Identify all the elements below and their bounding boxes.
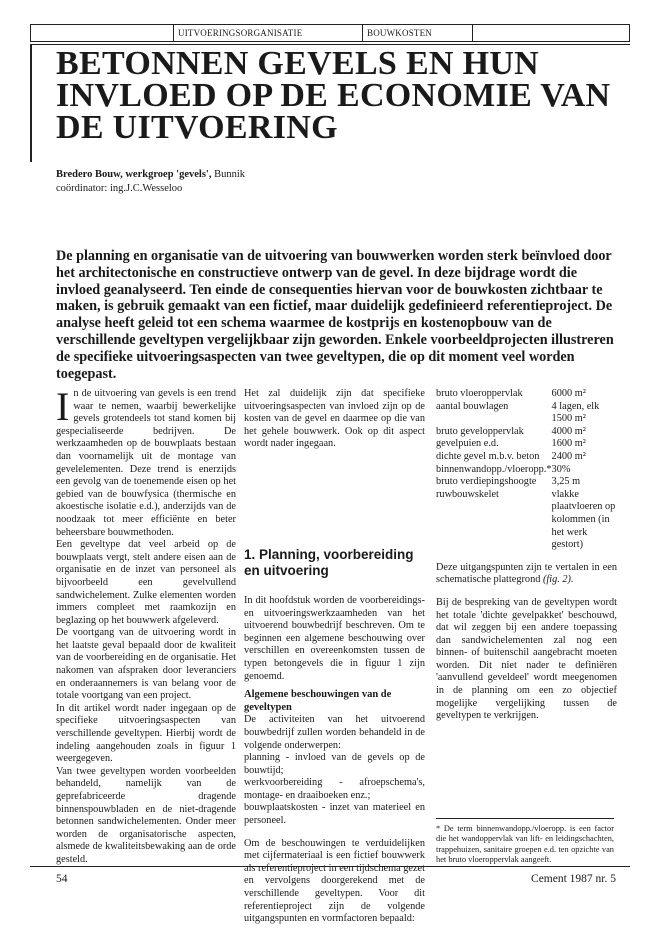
spec-row xyxy=(436,388,617,401)
paragraph: Bij de bespreking van de geveltypen wordt het totale 'dichte gevelpakket' beschouwd, dat wil zeggen bij een andere toepassing dan sandwichelementen zal nog een binnen- of buitenschil aangebracht moeten worden. Dit niet nader te definiëren 'aanvullend geveldeel' wordt meegenomen in de planning om een zo objectief mogelijke vergelijking tussen de geveltypen te verkrijgen. xyxy=(436,596,617,722)
reference-project-specs xyxy=(436,388,617,552)
text-column-2 xyxy=(244,388,425,926)
running-header xyxy=(30,24,630,42)
paragraph: Van twee geveltypen worden voorbeelden behandeld, namelijk van de geprefabriceerde dragende binnenspouwbladen en de niet-dragende betonnen sandwichelementen. Onder meer worden de organisatorische aspecten, alsmede de kwaliteitsbewaking aan de orde gesteld. xyxy=(56,765,236,865)
header-category-label: BOUWKOSTEN xyxy=(363,25,473,41)
paragraph: De activiteiten van het uitvoerend bouwbedrijf zullen worden behandeld in de volgende onderwerpen: xyxy=(244,714,425,751)
spec-value: 3,25 m xyxy=(551,476,581,488)
section-heading: 1. Planning, voorbereiding en uitvoering xyxy=(244,546,414,578)
article-title: BETONNEN GEVELS EN HUN INVLOED OP DE ECONOMIE VAN DE UITVOERING xyxy=(56,45,611,146)
paragraph: Om de beschouwingen te verduidelijken met cijfermateriaal is een fictief bouwwerk als referentieproject in een tijdschema gezet en vervolgens doorgerekend met de verschillende geveltypen. Voor dit referentieproject zijn de volgende uitgangspunten en vormfactoren bepaald: xyxy=(244,837,425,925)
spec-value: 1600 m² xyxy=(551,438,586,450)
spec-value: 6000 m² xyxy=(551,388,586,399)
footnote: * De term binnenwandopp./vloeropp. is een factor die het wandoppervlak van lift- en leidingschachten, trappehuizen, sanitaire groepen e.d. ten opzichte van het bruto vloeroppervlak aangeeft. xyxy=(436,824,614,864)
spec-row xyxy=(436,451,617,464)
journal-issue: Cement 1987 nr. 5 xyxy=(531,873,616,885)
text-column-1 xyxy=(56,384,236,867)
spec-row xyxy=(436,464,617,477)
footer-rule xyxy=(30,866,630,867)
spec-key: bruto verdiepingshoogte xyxy=(436,476,537,488)
spec-key: gevelpuien e.d. xyxy=(436,438,499,450)
author-place: Bunnik xyxy=(211,169,245,180)
spec-value: 2400 m² xyxy=(551,450,586,462)
spec-value: 30% xyxy=(551,463,571,475)
spec-value: 4000 m² xyxy=(551,425,586,437)
subheading: Algemene beschouwingen van de geveltypen xyxy=(244,689,392,713)
figure-reference: (fig. 2). xyxy=(542,574,574,586)
spec-value: vlakke plaatvloeren op kolommen (in het werk gestort) xyxy=(551,488,616,551)
header-section-label: UITVOERINGSORGANISATIE xyxy=(173,25,363,41)
author-block xyxy=(56,168,245,196)
spec-key: binnenwandopp./vloeropp.* xyxy=(436,463,552,475)
spec-row xyxy=(436,489,617,552)
spec-row xyxy=(436,401,617,426)
spec-value: 4 lagen, elk 1500 m² xyxy=(551,400,600,425)
spec-key: ruwbouwskelet xyxy=(436,488,499,500)
list-item: bouwplaatskosten - inzet van materieel en personeel. xyxy=(244,802,425,827)
spec-row xyxy=(436,438,617,451)
title-side-rule xyxy=(30,44,32,162)
drop-cap: I xyxy=(56,384,70,429)
paragraph: n de uitvoering van gevels is een trend waar te nemen, waarbij bewerkelijke gevels grotendeels tot stand komen bij gespecialiseerde bedrijven. De werkzaamheden op de bouwplaats bestaan dan voornamelijk uit de montage van gevelelementen. Deze trend is enerzijds een gevolg van de toenemende eisen op het gebied van de bouwfysica (thermische en akoestische isolatie e.d.), anderzijds van de noodzaak tot meer efficiënte en beter beheersbare bouwmethoden. xyxy=(56,388,236,538)
spec-key: dichte gevel m.b.v. beton xyxy=(436,450,540,462)
spec-key: bruto geveloppervlak xyxy=(436,425,524,437)
article-lead: De planning en organisatie van de uitvoering van bouwwerken worden sterk beïnvloed door het architectonische en constructieve ontwerp van de gevel. In deze bijdrage wordt die invloed geanalyseerd. Ten einde de consequenties hiervan voor de bouwkosten zichtbaar te maken, is gebruik gemaakt van een fictief, maar duidelijk gedefinieerd referentieproject. De analyse heeft geleid tot een schema waarmee de kostprijs en kostenopbouw van de verschillende geveltypen vergelijkbaar zijn geworden. Enkele voorbeeldprojecten illustreren de specifieke uitvoeringsaspecten van twee geveltypen, die op dit moment veel worden toegepast. xyxy=(56,248,614,382)
list-item: werkvoorbereiding - afroepschema's, montage- en draaiboeken enz.; xyxy=(244,777,425,801)
spec-row xyxy=(436,476,617,489)
spec-key: aantal bouwlagen xyxy=(436,400,509,412)
paragraph: Het zal duidelijk zijn dat specifieke uitvoeringsaspecten van invloed zijn op de kosten van de gevel en daarmee op die van het gehele bouwwerk. Ook op dit aspect wordt nader ingegaan. xyxy=(244,388,425,450)
spec-key: bruto vloeroppervlak xyxy=(436,388,523,399)
spec-row xyxy=(436,426,617,439)
page-number: 54 xyxy=(56,873,68,885)
list-item: planning - invloed van de gevels op de bouwtijd; xyxy=(244,752,425,776)
footnote-rule xyxy=(436,818,614,819)
author-coordinator: coördinator: ing.J.C.Wesseloo xyxy=(56,183,183,194)
paragraph: De voortgang van de uitvoering wordt in het laatste geval bepaald door de kwaliteit van de voorbereiding en de organisatie. Het nakomen van afspraken door leveranciers en onderaannemers is van belang voor de totale voortgang van een project. xyxy=(56,627,236,702)
paragraph: Deze uitgangspunten zijn te vertalen in een schematische plattegrond xyxy=(436,561,617,586)
paragraph: Een geveltype dat veel arbeid op de bouwplaats vergt, stelt andere eisen aan de organisatie en de inzet van personeel als bijvoorbeeld een gevelvullend sandwichelement. Zulke elementen worden immers compleet met raamkozijn en beglazing op het bouwwerk afgeleverd. xyxy=(56,539,236,626)
paragraph: In dit hoofdstuk worden de voorbereidings- en uitvoeringswerkzaamheden van het uitvoerend bouwbedrijf beschreven. Om te beginnen een algemene beschouwing over verschillen en overeenkomsten tussen de typen betongevels die in figuur 1 zijn genoemd. xyxy=(244,594,425,682)
paragraph: In dit artikel wordt nader ingegaan op de specifieke uitvoeringsaspecten van verschillende geveltypen. Hierbij wordt de indeling aangehouden zoals in figuur 1 weergegeven. xyxy=(56,702,236,765)
author-company: Bredero Bouw, werkgroep 'gevels', xyxy=(56,169,212,180)
text-column-3 xyxy=(436,388,617,723)
